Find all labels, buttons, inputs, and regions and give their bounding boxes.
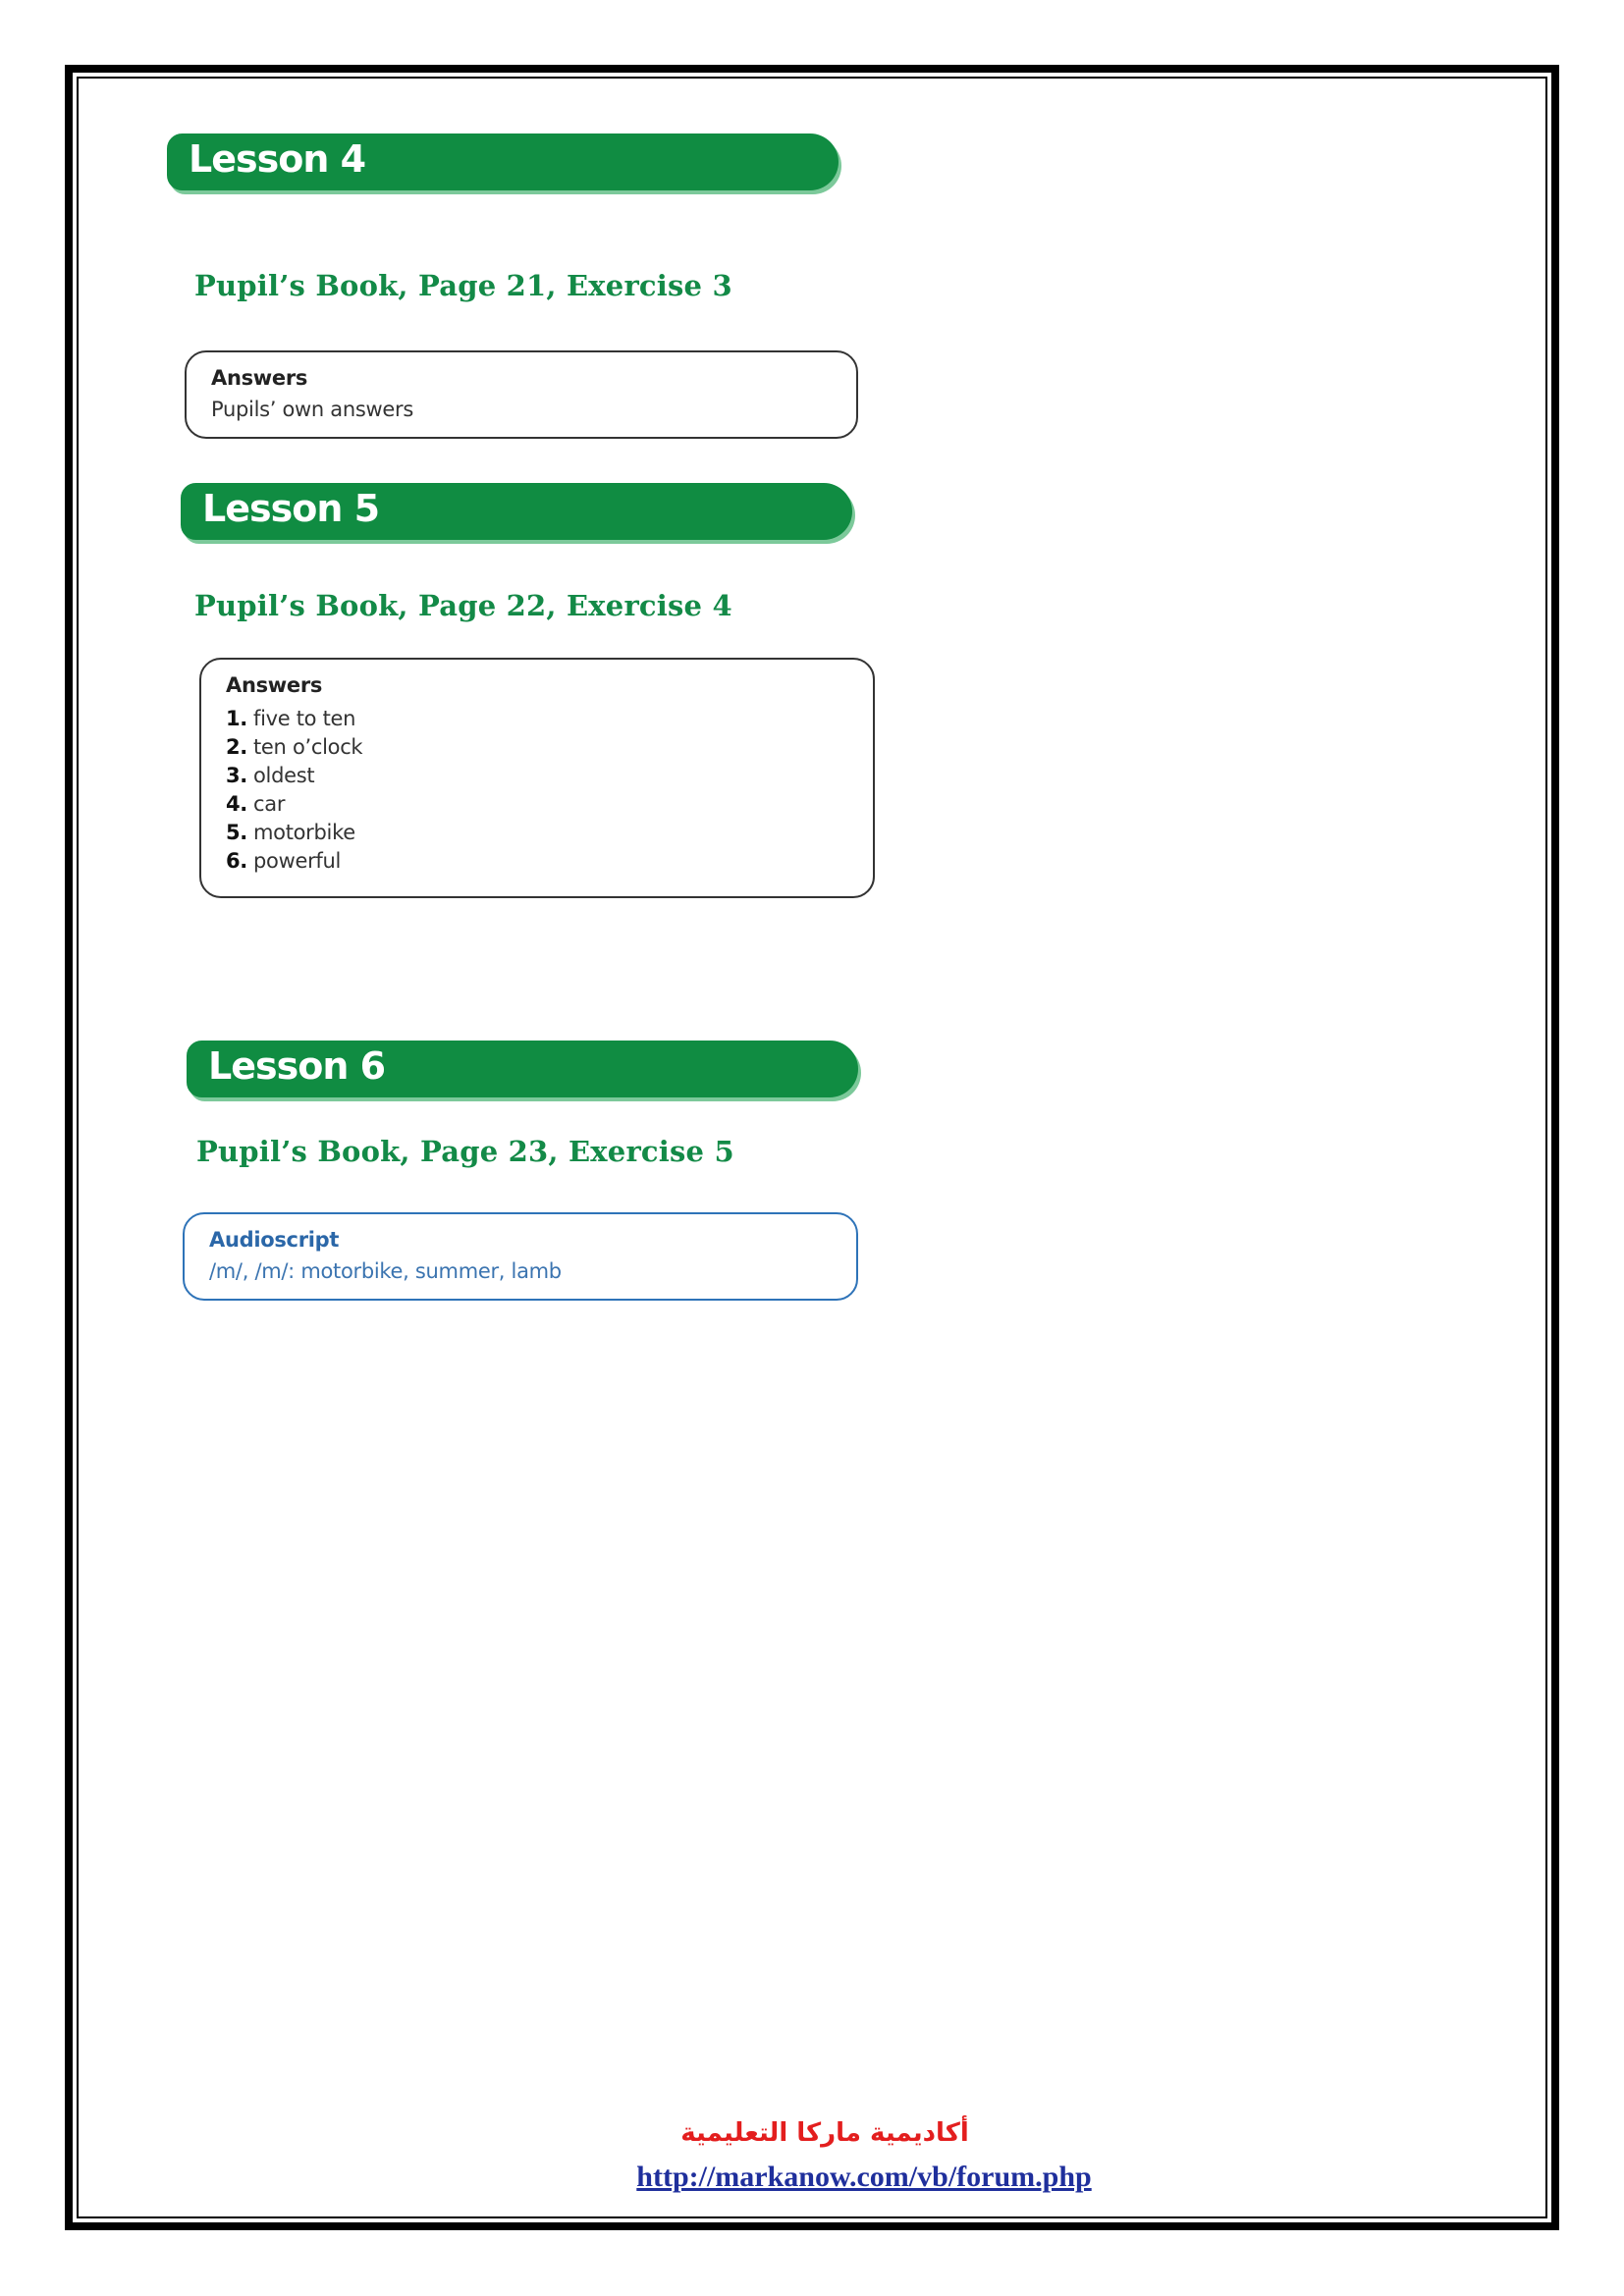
audioscript-text: /m/, /m/: motorbike, summer, lamb: [209, 1259, 562, 1283]
lesson-6-exercise-title: Pupil’s Book, Page 23, Exercise 5: [196, 1135, 734, 1168]
list-item: [226, 819, 362, 847]
list-item: [226, 733, 362, 762]
lesson-5-banner: [181, 483, 852, 540]
answer-text: motorbike: [253, 821, 355, 844]
lesson-6-audioscript-box: [183, 1212, 858, 1301]
answers-heading: Answers: [211, 366, 308, 390]
list-item: [226, 847, 362, 876]
answer-list: [226, 705, 362, 876]
list-item: [226, 705, 362, 733]
answer-number: 6.: [226, 849, 247, 873]
answers-text: Pupils’ own answers: [211, 398, 413, 421]
lesson-6-banner: [187, 1041, 858, 1097]
answer-number: 1.: [226, 707, 247, 730]
lesson-4-title: Lesson 4: [189, 137, 366, 181]
answer-text: oldest: [253, 764, 315, 787]
lesson-5-title: Lesson 5: [202, 487, 380, 530]
list-item: [226, 790, 362, 819]
answer-number: 5.: [226, 821, 247, 844]
lesson-6-title: Lesson 6: [208, 1044, 386, 1088]
answers-heading: Answers: [226, 673, 323, 697]
answer-text: ten o’clock: [253, 735, 363, 759]
lesson-4-exercise-title: Pupil’s Book, Page 21, Exercise 3: [194, 269, 732, 302]
answer-text: car: [253, 792, 286, 816]
footer-forum-link[interactable]: http://markanow.com/vb/forum.php: [636, 2161, 1092, 2193]
answer-text: powerful: [253, 849, 342, 873]
lesson-5-exercise-title: Pupil’s Book, Page 22, Exercise 4: [194, 589, 732, 622]
answer-number: 4.: [226, 792, 247, 816]
lesson-5-answers-box: [199, 658, 875, 898]
lesson-4-banner: [167, 133, 839, 190]
list-item: [226, 762, 362, 790]
audioscript-heading: Audioscript: [209, 1228, 340, 1252]
lesson-4-answers-box: [185, 350, 858, 439]
answer-text: five to ten: [253, 707, 356, 730]
answer-number: 3.: [226, 764, 247, 787]
answer-number: 2.: [226, 735, 247, 759]
footer-academy-name: أكاديمية ماركا التعليمية: [680, 2118, 969, 2148]
